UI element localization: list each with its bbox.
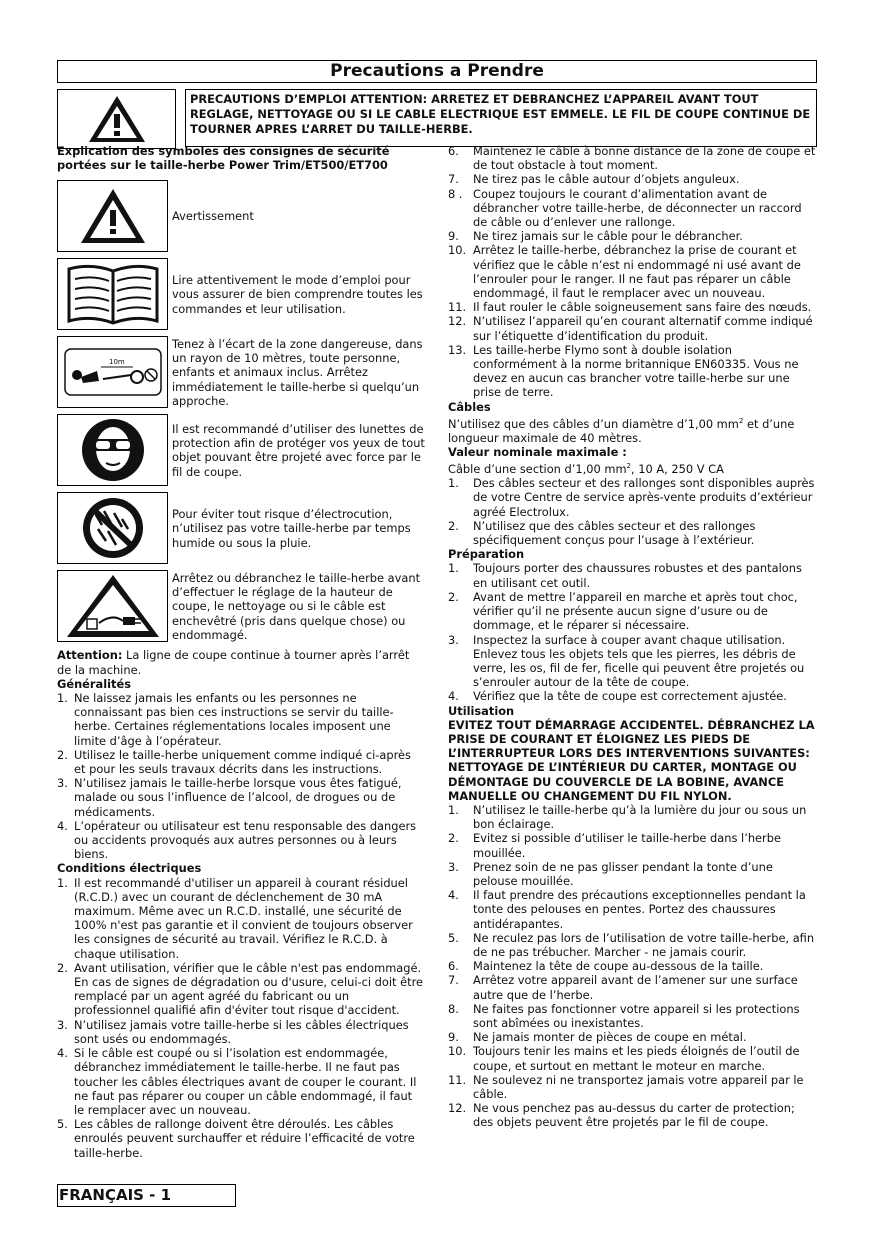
- list-item: 8. Ne faites pas fonctionner votre appareil si les protections sont abîmées ou inexistantes.: [448, 1001, 800, 1030]
- symbol-image-box: [57, 180, 168, 252]
- list-item: 3. N’utilisez jamais votre taille-herbe si les câbles électriques sont usés ou endommagés.: [57, 1017, 409, 1046]
- open-book-icon: [65, 263, 161, 325]
- safety-goggles-icon: [78, 417, 148, 483]
- valeur-text: Câble d’une section d’1,00 $mm^2$, 10 A, 250 V CA: [448, 462, 724, 477]
- symbol-text: Tenez à l’écart de la zone dangereuse, dans un rayon de 10 mètres, toute personne, enfants et animaux inclus. Arrêtez immédiatement le taille-herbe si quelqu’un approche.: [172, 336, 423, 408]
- list-item: 1. Toujours porter des chaussures robustes et des pantalons en utilisant cet outil.: [448, 561, 802, 590]
- warning-triangle-icon: [78, 186, 148, 246]
- utilisation-warning: EVITEZ TOUT DÉMARRAGE ACCIDENTEL. DÉBRANCHEZ LA PRISE DE COURANT ET ÉLOIGNEZ LES PIEDS DE L’INTERRUPTEUR LORS DES INTERVENTIONS SUIVANTES: NETTOYAGE DE L’INTÉRIEUR DU CARTER, MONTAGE OU DÉMONTAGE DU COUVERCLE DE LA BOBINE, AVANCE MANUELLE OU CHANGEMENT DU FIL NYLON.: [448, 717, 815, 803]
- list-item: 2. Avant de mettre l’appareil en marche et après tout choc, vérifier qu’il ne présente aucun signe d’usure ou de dommage, et le réparer si nécessaire.: [448, 589, 798, 633]
- left-column: [57, 144, 425, 1160]
- list-item: 9. Ne jamais monter de pièces de coupe en métal.: [448, 1030, 747, 1045]
- list-item: 11. Ne soulevez ni ne transportez jamais votre appareil par le câble.: [448, 1072, 804, 1101]
- warning-triangle-icon: [87, 94, 147, 144]
- list-item: 2. N’utilisez que des câbles secteur et des rallonges spécifiquement conçus pour l’usage à l’extérieur.: [448, 518, 756, 548]
- list-item: 3. N’utilisez jamais le taille-herbe lorsque vous êtes fatigué, malade ou sous l’influence de l’alcool, de drogues ou de médicaments.: [57, 776, 402, 819]
- list-item: 2. Evitez si possible d’utiliser le taille-herbe dans l’herbe mouillée.: [448, 831, 781, 860]
- list-item: 12. N’utilisez l’appareil qu’en courant alternatif comme indiqué sur l’étiquette d’identification du produit.: [448, 314, 813, 343]
- list-item: 11. Il faut rouler le câble soigneusement sans faire des nœuds.: [448, 300, 812, 315]
- list-item: 4. L’opérateur ou utilisateur est tenu responsable des dangers ou accidents provoqués aux autres personnes ou à leurs biens.: [57, 818, 417, 862]
- header-warning-symbol-box: [57, 89, 176, 149]
- list-item: 8 . Coupez toujours le courant d’alimentation avant de débrancher votre taille-herbe, de déconnecter un raccord de câble ou d’enlever une rallonge.: [448, 186, 802, 230]
- symbol-image-box: [57, 492, 168, 564]
- list-item: 3. Inspectez la surface à couper avant chaque utilisation. Enlevez tous les objets tels que les pierres, les débris de verre, les os, fil de fer, ficelle qui peuvent être projetés ou s’enrouler autour de la tête de coupe.: [448, 632, 805, 690]
- list-item: 7. Arrêtez votre appareil avant de l’amener sur une surface autre que de l’herbe.: [448, 973, 798, 1002]
- symbol-text: Avertissement: [172, 209, 254, 224]
- list-item: 10. Arrêtez le taille-herbe, débranchez la prise de courant et vérifiez que le câble n’est ni endommagé ni usé avant de l’enrouler pour le ranger. Il ne faut pas réparer un câble endommagé, il faut le remplacer avec un nouveau.: [448, 243, 801, 301]
- list-item: 6. Maintenez la tête de coupe au-dessous de la taille.: [448, 959, 764, 974]
- header-warning-text: PRECAUTIONS D’EMPLOI ATTENTION: ARRETEZ ET DEBRANCHEZ L’APPAREIL AVANT TOUT REGLAGE, NETTOYAGE OU SI LE CABLE ELECTRIQUE EST EMMELE. LE FIL DE COUPE CONTINUE DE TOURNER APRES L’ARRET DU TAILLE-HERBE.: [185, 89, 817, 147]
- no-rain-icon: [78, 495, 148, 561]
- list-item: 9. Ne tirez jamais sur le câble pour le débrancher.: [448, 229, 743, 244]
- preparation-heading: Préparation: [448, 547, 525, 562]
- symbol-row-book: [57, 258, 425, 330]
- symbol-text: Pour éviter tout risque d’électrocution, n’utilisez pas votre taille-herbe par temps humide ou sous la pluie.: [172, 507, 411, 550]
- list-item: 1. Ne laissez jamais les enfants ou les personnes ne connaissant pas bien ces instructions se servir du taille-herbe. Certaines réglementations locales imposent une limite d’âge à l’opérateur.: [57, 691, 394, 748]
- list-item: 4. Si le câble est coupé ou si l’isolation est endommagée, débranchez immédiatement le taille-herbe. Il ne faut pas toucher les câbles électriques avant de couper le courant. Il ne faut pas réparer ou couper un câble endommagé, il faut le remplacer avec un nouveau.: [57, 1046, 417, 1117]
- symbol-row-goggles: [57, 414, 425, 486]
- utilisation-heading: Utilisation: [448, 703, 515, 718]
- distance-label: 10m: [108, 358, 125, 367]
- distance-10m-icon: [63, 347, 163, 397]
- attention-label: Attention:: [57, 648, 123, 663]
- list-item: 12. Ne vous penchez pas au-dessus du carter de protection; des objets peuvent être projetés par le fil de coupe.: [448, 1101, 795, 1130]
- symbol-row-rain: [57, 492, 425, 564]
- list-item: 1. Il est recommandé d'utiliser un appareil à courant résiduel (R.C.D.) avec un courant de déclenchement de 30 mA maximum. Même avec un R.C.D. installé, une sécurité de 100% n'est pas garantie et il convient de toujours observer les consignes de sécurité au travail. Vérifiez le R.C.D. à chaque utilisation.: [57, 875, 413, 961]
- symbols-heading: Explication des symboles des consignes de sécurité portées sur le taille-herbe Power Trim/ET500/ET700: [57, 144, 390, 173]
- symbol-text: Arrêtez ou débranchez le taille-herbe avant d’effectuer le réglage de la hauteur de coupe, le nettoyage ou si le câble est enchevêtré (pris dans quelque chose) ou endommagé.: [172, 570, 421, 642]
- list-item: 10. Toujours tenir les mains et les pieds éloignés de l’outil de coupe, et surtout en mettant le moteur en marche.: [448, 1044, 800, 1073]
- list-item: 4. Il faut prendre des précautions exceptionnelles pendant la tonte des pelouses en pentes. Portez des chaussures antidérapantes.: [448, 888, 806, 931]
- list-item: 2. Utilisez le taille-herbe uniquement comme indiqué ci-après et pour les seuls travaux décrits dans les instructions.: [57, 747, 411, 777]
- page-footer: FRANÇAIS - 1: [57, 1184, 236, 1207]
- list-item: 7. Ne tirez pas le câble autour d’objets anguleux.: [448, 172, 740, 187]
- symbol-text: Il est recommandé d’utiliser des lunettes de protection afin de protéger vos yeux de tout objet pouvant être projeté avec force par le fil de coupe.: [172, 422, 425, 479]
- attention-text: La ligne de coupe continue à tourner après l’arrêt de la machine.: [57, 648, 410, 677]
- list-item: 5. Ne reculez pas lors de l’utilisation de votre taille-herbe, afin de ne pas trébucher. Marcher - ne jamais courir.: [448, 930, 815, 959]
- symbol-image-box: [57, 414, 168, 486]
- attention-note: [57, 648, 425, 676]
- list-item: 1. N’utilisez le taille-herbe qu’à la lumière du jour ou sous un bon éclairage.: [448, 802, 807, 832]
- page-title: Precautions a Prendre: [57, 60, 817, 83]
- list-item: 13. Les taille-herbe Flymo sont à double isolation conformément à la norme britannique EN60335. Vous ne devez en aucun cas brancher votre taille-herbe sur une prise de terre.: [448, 342, 799, 400]
- cables-text: N’utilisez que des câbles d’un diamètre d’1,00 $mm^2$ et d’une longueur maximale de 40 mètres.: [448, 416, 795, 445]
- symbol-row-unplug: [57, 570, 425, 642]
- list-item: 1. Des câbles secteur et des rallonges sont disponibles auprès de votre Centre de service après-vente produits d’extérieur agréé Electrolux.: [448, 476, 815, 519]
- conditions-heading: Conditions électriques: [57, 861, 202, 876]
- list-item: 4. Vérifiez que la tête de coupe est correctement ajustée.: [448, 689, 787, 704]
- list-item: 6. Maintenez le câble à bonne distance de la zone de coupe et de tout obstacle à tout moment.: [448, 144, 816, 173]
- symbol-image-box: [57, 258, 168, 330]
- list-item: 3. Prenez soin de ne pas glisser pendant la tonte d’une pelouse mouillée.: [448, 859, 773, 888]
- symbol-image-box: [57, 336, 168, 408]
- generalites-heading: Généralités: [57, 676, 131, 691]
- symbol-row-distance: [57, 336, 425, 408]
- symbol-text: Lire attentivement le mode d’emploi pour vous assurer de bien comprendre toutes les commandes et leur utilisation.: [172, 273, 423, 316]
- list-item: 2. Avant utilisation, vérifier que le câble n'est pas endommagé. En cas de signes de dégradation ou d'usure, celui-ci doit être remplacé par un agent agréé du fabricant ou un professionnel qualifié afin d'éviter tout risque d'accident.: [57, 960, 424, 1018]
- cables-heading: Câbles: [448, 399, 491, 414]
- right-column: [448, 144, 818, 1130]
- unplug-warning-icon: [65, 573, 161, 639]
- valeur-heading: Valeur nominale maximale :: [448, 445, 627, 460]
- symbol-image-box: [57, 570, 168, 642]
- symbol-row-warning: [57, 180, 425, 252]
- list-item: 5. Les câbles de rallonge doivent être déroulés. Les câbles enroulés peuvent surchauffer et réduire l’efficacité de votre taille-herbe.: [57, 1117, 415, 1160]
